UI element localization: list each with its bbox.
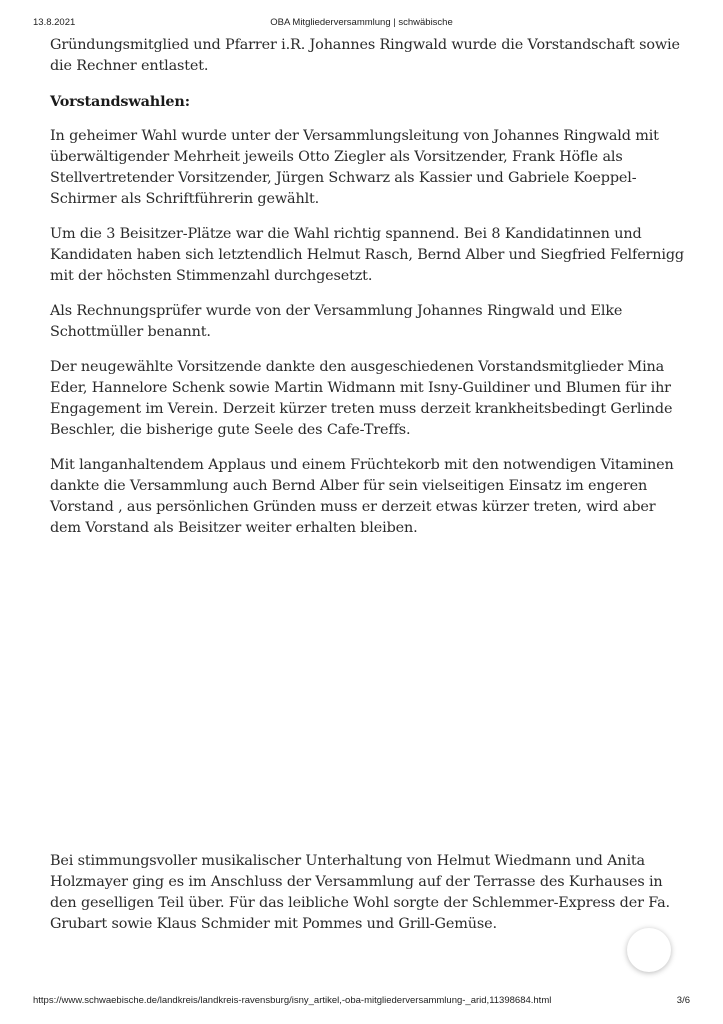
paragraph-dank-vorstand: Der neugewählte Vorsitzende dankte den ausgeschiedenen Vorstandsmitglieder Mina Eder, Hannelore Schenk sowie Martin Widmann mit Isny-Guildiner und Blumen für ihr Engagement im Verein. Derzeit kürzer treten muss derzeit krankheitsbedingt Gerlinde Beschler, die bisherige gute Seele des Cafe-Treffs. [50,359,673,438]
section-heading-vorstandswahlen: Vorstandswahlen: [50,93,190,110]
paragraph-dank-bernd-alber: Mit langanhaltendem Applaus und einem Früchtekorb mit den notwendigen Vitaminen dankte die Versammlung auch Bernd Alber für sein vielseitigen Einsatz im engeren Vorstand , aus persönlichen Gründen muss er derzeit etwas kürzer treten, wird aber dem Vorstand als Beisitzer weiter erhalten bleiben. [50,457,674,536]
paragraph-beisitzer: Um die 3 Beisitzer-Plätze war die Wahl richtig spannend. Bei 8 Kandidatinnen und Kandidaten haben sich letztendlich Helmut Rasch, Bernd Alber und Siegfried Felfernigg mit der höchsten Stimmenzahl durchgesetzt. [50,226,684,284]
article-body [50,35,690,553]
paragraph-geheime-wahl: In geheimer Wahl wurde unter der Versammlungsleitung von Johannes Ringwald mit überwältigender Mehrheit jeweils Otto Ziegler als Vorsitzender, Frank Höfle als Stellvertretender Vorsitzender, Jürgen Schwarz als Kassier und Gabriele Koeppel-Schirmer als Schriftführerin gewählt. [50,128,659,207]
print-footer [0,995,723,1009]
print-header [0,17,723,31]
print-date: 13.8.2021 [33,17,76,28]
scroll-to-top-button[interactable] [627,928,671,972]
print-title: OBA Mitgliederversammlung | schwäbische [270,17,453,28]
paragraph-rechnungspruefer: Als Rechnungsprüfer wurde von der Versammlung Johannes Ringwald und Elke Schottmüller benannt. [50,303,623,340]
paragraph-entlastung: Gründungsmitglied und Pfarrer i.R. Johannes Ringwald wurde die Vorstandschaft sowie die Rechner entlastet. [50,37,680,74]
page-url[interactable]: https://www.schwaebische.de/landkreis/landkreis-ravensburg/isny_artikel,-oba-mitgliederversammlung-_arid,11398684.html [33,995,552,1006]
paragraph-geselliger-teil: Bei stimmungsvoller musikalischer Unterhaltung von Helmut Wiedmann und Anita Holzmayer ging es im Anschluss der Versammlung auf der Terrasse des Kurhauses in den geselligen Teil über. Für das leibliche Wohl sorgte der Schlemmer-Express der Fa. Grubart sowie Klaus Schmider mit Pommes und Grill-Gemüse. [50,853,670,932]
article-body-continued [50,851,690,935]
page-number: 3/6 [676,995,690,1006]
